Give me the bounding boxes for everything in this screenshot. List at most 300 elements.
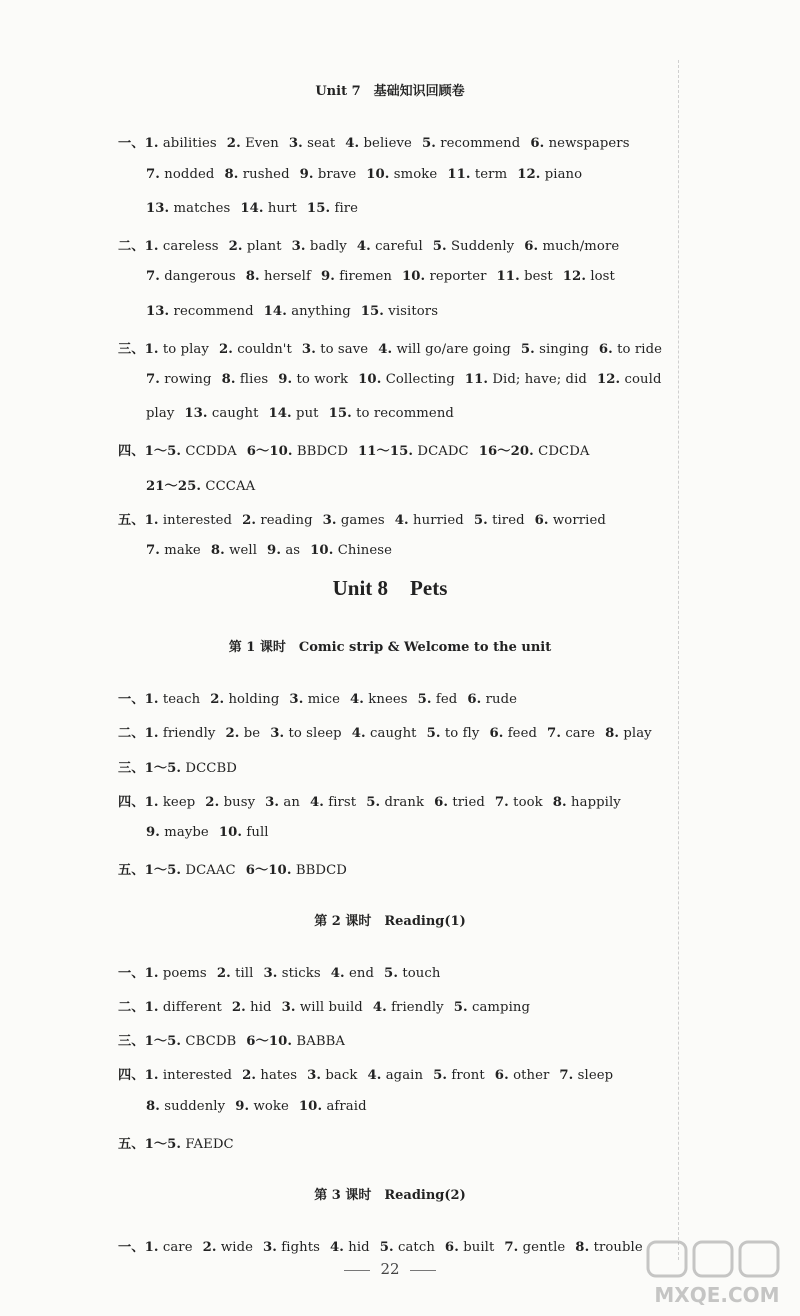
answer-item <box>282 1000 363 1015</box>
answer-text: again <box>385 1068 424 1083</box>
question-number: 五、1～5. <box>118 863 182 878</box>
answer-line <box>146 201 358 216</box>
question-number: 2. <box>216 966 231 981</box>
answer-text: careless <box>162 239 219 254</box>
question-number: 3. <box>307 1068 322 1083</box>
answer-text: BABBA <box>296 1034 346 1049</box>
question-number: 14. <box>240 201 264 216</box>
answer-text: to sleep <box>288 726 342 741</box>
answer-line <box>118 996 530 1015</box>
answer-text: holding <box>228 692 280 707</box>
answer-item <box>310 795 356 810</box>
answer-item <box>559 1068 613 1083</box>
answer-text: seat <box>307 136 336 151</box>
answer-text: trouble <box>593 1240 643 1255</box>
answer-text: full <box>246 825 269 840</box>
answer-text: friendly <box>391 1000 444 1015</box>
answer-text: to recommend <box>356 406 454 421</box>
answer-text: gentle <box>522 1240 566 1255</box>
answer-item <box>267 543 300 558</box>
answer-item <box>246 1034 345 1049</box>
answer-item <box>331 966 374 981</box>
answer-text: DCADC <box>417 444 469 459</box>
question-number: 三、1～5. <box>118 761 182 776</box>
answer-item <box>361 304 438 319</box>
question-number: 四、1～5. <box>118 444 182 459</box>
question-number: 13. <box>146 304 170 319</box>
question-number: 三、1. <box>118 342 159 357</box>
question-number: 5. <box>426 726 441 741</box>
answer-text: anything <box>291 304 351 319</box>
answer-item <box>289 692 340 707</box>
answer-line <box>146 543 392 558</box>
answer-line <box>146 406 454 421</box>
answer-item <box>235 1099 289 1114</box>
question-number: 8. <box>575 1240 590 1255</box>
answer-item <box>118 342 209 357</box>
question-number: 6. <box>444 1240 459 1255</box>
answer-text: Did; have; did <box>492 372 587 387</box>
answer-text: hurried <box>413 513 464 528</box>
answer-text: back <box>325 1068 358 1083</box>
question-number: 5. <box>379 1240 394 1255</box>
answer-text: woke <box>253 1099 289 1114</box>
question-number: 2. <box>226 136 241 151</box>
answer-text: plant <box>246 239 282 254</box>
answer-item <box>307 1068 357 1083</box>
answer-text: Collecting <box>385 372 455 387</box>
answer-item <box>553 795 621 810</box>
question-number: 13. <box>184 406 208 421</box>
answer-item <box>467 692 517 707</box>
answer-item <box>229 239 282 254</box>
question-number: 2. <box>202 1240 217 1255</box>
section-heading: Unit 7 基础知识回顾卷 <box>315 84 465 99</box>
answer-text: will build <box>299 1000 363 1015</box>
answer-item <box>373 1000 444 1015</box>
answer-item <box>211 543 257 558</box>
question-number: 15. <box>328 406 352 421</box>
answer-text: dangerous <box>164 269 236 284</box>
question-number: 三、1～5. <box>118 1034 182 1049</box>
answer-item <box>575 1240 642 1255</box>
question-number: 3. <box>281 1000 296 1015</box>
answer-text: could <box>624 372 662 387</box>
answer-text: caught <box>370 726 417 741</box>
answer-text: term <box>474 167 508 182</box>
answer-item <box>118 444 237 459</box>
answer-item <box>330 1240 370 1255</box>
answer-text: hid <box>348 1240 370 1255</box>
question-number: 6. <box>534 513 549 528</box>
answer-text: mice <box>307 692 341 707</box>
answer-text: fire <box>334 201 359 216</box>
section-heading: 第 3 课时 Reading(2) <box>314 1188 466 1203</box>
answer-item <box>300 167 357 182</box>
section-heading: 第 1 课时 Comic strip & Welcome to the unit <box>228 640 552 655</box>
answer-text: best <box>524 269 553 284</box>
answer-item <box>366 795 424 810</box>
answer-item <box>118 795 195 810</box>
question-number: 2. <box>210 692 225 707</box>
answer-text: busy <box>223 795 256 810</box>
answer-item <box>225 726 260 741</box>
answer-item <box>350 692 408 707</box>
answer-line <box>118 791 621 810</box>
answer-text: tried <box>452 795 485 810</box>
answer-text: interested <box>162 1068 233 1083</box>
answer-item <box>479 444 590 459</box>
answer-item <box>605 726 652 741</box>
answer-item <box>434 795 485 810</box>
answer-item <box>497 269 553 284</box>
question-number: 10. <box>366 167 390 182</box>
answer-text: herself <box>263 269 311 284</box>
margin-dashed-rule <box>678 60 679 1260</box>
question-number: 2. <box>218 342 233 357</box>
answer-text: CBCDB <box>185 1034 237 1049</box>
question-number: 2. <box>225 726 240 741</box>
answer-item <box>323 513 385 528</box>
answer-item <box>263 1240 320 1255</box>
answer-item <box>418 692 458 707</box>
answer-line <box>118 509 606 528</box>
question-number: 15. <box>360 304 384 319</box>
answer-line <box>118 1064 613 1083</box>
answer-text: CCCAA <box>205 479 256 494</box>
answer-text: make <box>164 543 201 558</box>
answer-text: FAEDC <box>185 1137 234 1152</box>
question-number: 4. <box>356 239 371 254</box>
answer-text: sticks <box>281 966 321 981</box>
answer-item <box>210 692 279 707</box>
answer-item <box>465 372 587 387</box>
answer-text: poems <box>162 966 207 981</box>
answer-text: maybe <box>164 825 209 840</box>
answer-text: BBDCD <box>295 863 347 878</box>
answer-line <box>118 1030 345 1049</box>
answer-line <box>118 962 440 981</box>
answer-text: lost <box>590 269 615 284</box>
answer-text: Chinese <box>337 543 393 558</box>
question-number: 3. <box>322 513 337 528</box>
answer-item <box>219 342 292 357</box>
answer-item <box>146 201 230 216</box>
question-number: 7. <box>504 1240 519 1255</box>
answer-item <box>378 342 511 357</box>
answer-text: DCCBD <box>185 761 237 776</box>
question-number: 13. <box>146 201 170 216</box>
answer-item <box>118 966 207 981</box>
answer-item <box>278 372 348 387</box>
question-number: 四、1. <box>118 1068 159 1083</box>
answer-text: careful <box>375 239 423 254</box>
answer-text: hid <box>250 1000 272 1015</box>
question-number: 10. <box>310 543 334 558</box>
question-number: 6. <box>530 136 545 151</box>
question-number: 4. <box>394 513 409 528</box>
unit-name: Pets <box>410 576 448 600</box>
answer-item <box>292 239 347 254</box>
answer-item <box>517 167 582 182</box>
answer-item <box>395 513 464 528</box>
answer-item <box>217 966 254 981</box>
answer-text: first <box>328 795 357 810</box>
answer-item <box>530 136 629 151</box>
answer-item <box>427 726 480 741</box>
answer-item <box>246 269 311 284</box>
answer-line <box>118 440 590 459</box>
question-number: 5. <box>453 1000 468 1015</box>
answer-text: badly <box>309 239 347 254</box>
answer-text: to save <box>320 342 369 357</box>
question-number: 6. <box>489 726 504 741</box>
answer-item <box>118 1137 234 1152</box>
answer-text: Suddenly <box>451 239 515 254</box>
answer-text: couldn't <box>237 342 292 357</box>
page-number: 22 <box>380 1260 400 1278</box>
question-number: 8. <box>245 269 260 284</box>
answer-item <box>118 1000 222 1015</box>
question-number: 5. <box>432 239 447 254</box>
question-number: 6. <box>467 692 482 707</box>
answer-item <box>269 406 319 421</box>
footer-dash-right <box>410 1270 436 1271</box>
answer-item <box>246 863 347 878</box>
answer-text: tired <box>492 513 525 528</box>
question-number: 6. <box>434 795 449 810</box>
answer-line <box>146 167 582 182</box>
question-number: 9. <box>278 372 293 387</box>
answer-text: hurt <box>267 201 297 216</box>
question-number: 9. <box>299 167 314 182</box>
answer-item <box>265 795 300 810</box>
answer-text: friendly <box>162 726 216 741</box>
answer-item <box>358 372 455 387</box>
answer-text: play <box>623 726 652 741</box>
answer-item <box>146 269 236 284</box>
answer-item <box>474 513 525 528</box>
question-number: 12. <box>562 269 587 284</box>
answer-text: play <box>146 406 175 421</box>
question-number: 9. <box>146 825 160 840</box>
question-number: 9. <box>320 269 335 284</box>
question-number: 6～10. <box>246 1034 293 1049</box>
answer-item <box>118 136 217 151</box>
question-number: 4. <box>378 342 393 357</box>
question-number: 4. <box>372 1000 387 1015</box>
answer-text: much/more <box>542 239 620 254</box>
question-number: 7. <box>146 543 160 558</box>
answer-item <box>118 726 215 741</box>
answer-text: rude <box>485 692 518 707</box>
answer-text: recommend <box>173 304 254 319</box>
answer-text: will go/are going <box>396 342 511 357</box>
answer-item <box>146 825 209 840</box>
question-number: 3. <box>288 136 303 151</box>
answer-text: afraid <box>326 1099 367 1114</box>
question-number: 一、1. <box>118 692 159 707</box>
answer-item <box>302 342 368 357</box>
question-number: 6～10. <box>245 863 292 878</box>
answer-item <box>203 1240 253 1255</box>
answer-item <box>366 167 437 182</box>
question-number: 8. <box>210 543 225 558</box>
question-number: 11. <box>447 167 471 182</box>
answer-text: teach <box>162 692 201 707</box>
unit-title <box>0 576 780 601</box>
answer-line <box>146 372 662 387</box>
question-number: 15. <box>306 201 331 216</box>
answer-text: worried <box>552 513 606 528</box>
answer-item <box>118 1240 193 1255</box>
question-number: 7. <box>559 1068 574 1083</box>
watermark-logo <box>642 1238 792 1310</box>
answer-item <box>535 513 606 528</box>
answer-item <box>307 201 358 216</box>
answer-item <box>521 342 589 357</box>
question-number: 7. <box>547 726 562 741</box>
question-number: 6. <box>494 1068 509 1083</box>
answer-item <box>270 726 342 741</box>
answer-text: to work <box>296 372 349 387</box>
question-number: 5. <box>417 692 432 707</box>
question-number: 7. <box>494 795 509 810</box>
question-number: 7. <box>146 269 160 284</box>
question-number: 4. <box>330 1240 344 1255</box>
answer-text: fed <box>435 692 458 707</box>
question-number: 二、1. <box>118 1000 159 1015</box>
question-number: 2. <box>228 239 243 254</box>
answer-text: CCDDA <box>185 444 237 459</box>
question-number: 4. <box>351 726 366 741</box>
question-number: 4. <box>350 692 364 707</box>
answer-item <box>118 692 200 707</box>
question-number: 12. <box>517 167 541 182</box>
answer-text: front <box>451 1068 485 1083</box>
answer-text: abilities <box>162 136 217 151</box>
answer-item <box>232 1000 272 1015</box>
answer-text: visitors <box>388 304 439 319</box>
question-number: 8. <box>552 795 567 810</box>
question-number: 2. <box>231 1000 246 1015</box>
answer-text: piano <box>544 167 583 182</box>
answer-line <box>146 475 255 494</box>
answer-text: singing <box>539 342 589 357</box>
answer-text: put <box>296 406 319 421</box>
question-number: 5. <box>421 136 436 151</box>
answer-text: drank <box>384 795 425 810</box>
answer-item <box>118 761 237 776</box>
question-number: 5. <box>384 966 399 981</box>
answer-item <box>321 269 392 284</box>
answer-text: BBDCD <box>296 444 348 459</box>
answer-item <box>146 543 201 558</box>
answer-item <box>357 239 423 254</box>
answer-item <box>402 269 487 284</box>
question-number: 4. <box>330 966 345 981</box>
question-number: 2. <box>205 795 220 810</box>
question-number: 9. <box>267 543 282 558</box>
answer-item <box>146 1099 225 1114</box>
answer-text: different <box>162 1000 222 1015</box>
answer-line <box>118 1236 643 1255</box>
answer-text: nodded <box>164 167 215 182</box>
answer-text: reporter <box>429 269 487 284</box>
answer-text: to ride <box>617 342 663 357</box>
question-number: 10. <box>358 372 382 387</box>
answer-item <box>118 1068 232 1083</box>
answer-text: fights <box>281 1240 320 1255</box>
question-number: 3. <box>289 692 304 707</box>
question-number: 11. <box>496 269 520 284</box>
answer-line <box>146 269 615 284</box>
answer-text: flies <box>239 372 269 387</box>
answer-item <box>352 726 417 741</box>
answer-text: newspapers <box>548 136 630 151</box>
answer-text: touch <box>402 966 441 981</box>
answer-item <box>118 513 232 528</box>
answer-item <box>118 863 236 878</box>
question-number: 8. <box>221 372 236 387</box>
question-number: 7. <box>146 167 160 182</box>
answer-line <box>118 757 237 776</box>
answer-text: games <box>340 513 385 528</box>
question-number: 7. <box>146 372 160 387</box>
question-number: 5. <box>366 795 381 810</box>
question-number: 3. <box>270 726 285 741</box>
question-number: 二、1. <box>118 726 159 741</box>
answer-text: well <box>229 543 258 558</box>
answer-line <box>118 338 662 357</box>
answer-text: took <box>513 795 543 810</box>
answer-item <box>146 406 174 421</box>
answer-text: caught <box>211 406 259 421</box>
question-number: 14. <box>268 406 292 421</box>
answer-text: camping <box>471 1000 531 1015</box>
answer-text: care <box>162 1240 193 1255</box>
answer-item <box>222 372 269 387</box>
answer-text: be <box>243 726 261 741</box>
answer-text: happily <box>571 795 621 810</box>
answer-text: catch <box>397 1240 435 1255</box>
answer-item <box>367 1068 423 1083</box>
question-number: 5. <box>520 342 535 357</box>
question-number: 16～20. <box>478 444 534 459</box>
question-number: 一、1. <box>118 1240 159 1255</box>
answer-item <box>547 726 595 741</box>
answer-line <box>146 304 438 319</box>
answer-text: smoke <box>393 167 438 182</box>
answer-item <box>264 304 351 319</box>
answer-text: brave <box>317 167 357 182</box>
answer-text: CDCDA <box>538 444 590 459</box>
question-number: 3. <box>265 795 280 810</box>
question-number: 五、1. <box>118 513 159 528</box>
question-number: 2. <box>242 513 257 528</box>
answer-item <box>247 444 348 459</box>
answer-text: reading <box>260 513 313 528</box>
answer-text: as <box>285 543 301 558</box>
answer-text: other <box>513 1068 550 1083</box>
answer-item <box>563 269 615 284</box>
answer-line <box>118 722 652 741</box>
unit-number: Unit 8 <box>332 576 389 600</box>
answer-text: end <box>349 966 375 981</box>
answer-item <box>146 304 254 319</box>
question-number: 4. <box>345 136 360 151</box>
answer-item <box>433 1068 485 1083</box>
